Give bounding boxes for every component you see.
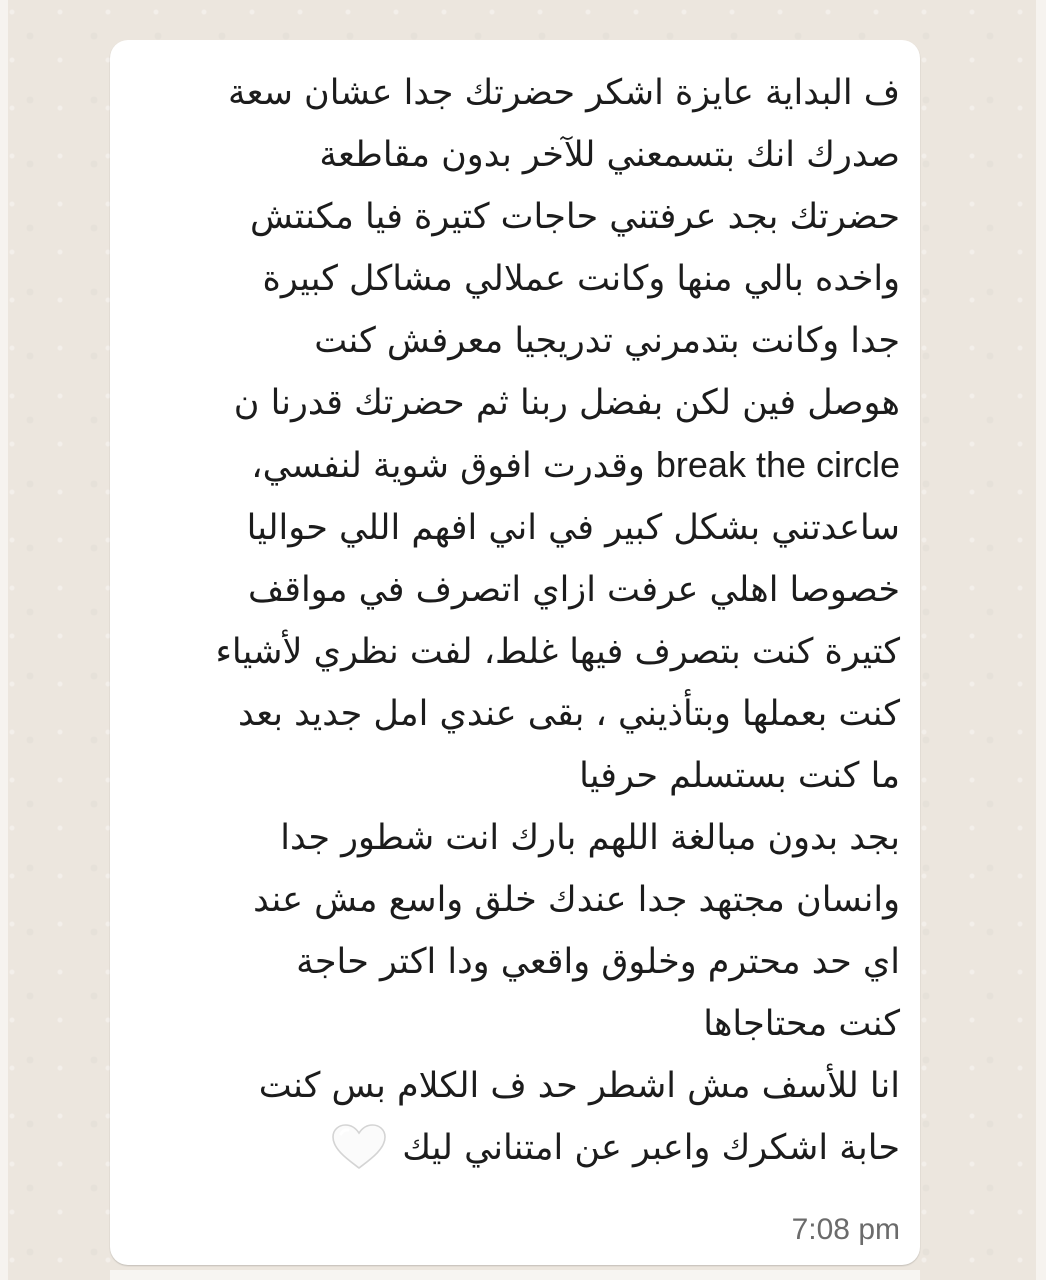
next-message-edge [110, 1270, 920, 1280]
message-line: صدرك انك بتسمعني للآخر بدون مقاطعة [319, 135, 900, 175]
left-edge [0, 0, 8, 1280]
message-line-text: حابة اشكرك واعبر عن امتناني ليك [402, 1128, 900, 1168]
message-line: اي حد محترم وخلوق واقعي ودا اكتر حاجة [296, 942, 900, 982]
english-phrase: break the circle [655, 444, 900, 485]
message-line: بجد بدون مبالغة اللهم بارك انت شطور جدا [280, 818, 900, 858]
message-line: خصوصا اهلي عرفت ازاي اتصرف في مواقف [247, 570, 900, 610]
message-line: كتيرة كنت بتصرف فيها غلط، لفت نظري لأشياء [215, 632, 900, 672]
white-heart-icon [330, 1123, 388, 1171]
message-line: هوصل فين لكن بفضل ربنا ثم حضرتك قدرنا ن [233, 383, 900, 423]
message-line: انا للأسف مش اشطر حد ف الكلام بس كنت [258, 1066, 900, 1106]
message-line: جدا وكانت بتدمرني تدريجيا معرفش كنت [314, 321, 900, 361]
message-line: ما كنت بستسلم حرفيا [579, 756, 900, 796]
message-timestamp: 7:08 pm [791, 1213, 900, 1246]
message-line: حضرتك بجد عرفتني حاجات كتيرة فيا مكنتش [250, 197, 900, 237]
message-line: واخده بالي منها وكانت عملالي مشاكل كبيرة [262, 259, 900, 299]
right-edge [1036, 0, 1046, 1280]
message-line-last [130, 1117, 900, 1179]
message-line: وانسان مجتهد جدا عندك خلق واسع مش عند [253, 880, 900, 920]
message-line: ف البداية عايزة اشكر حضرتك جدا عشان سعة [227, 73, 900, 113]
message-line: كنت بعملها وبتأذيني ، بقى عندي امل جديد بعد [238, 694, 900, 734]
message-line-mixed [130, 434, 900, 497]
message-line: ساعدتني بشكل كبير في اني افهم اللي حواليا [246, 508, 900, 548]
message-line-rest: وقدرت افوق شوية لنفسي، [251, 446, 645, 486]
message-bubble[interactable] [110, 40, 920, 1265]
message-line: كنت محتاجاها [703, 1004, 900, 1044]
message-text [130, 62, 900, 1179]
